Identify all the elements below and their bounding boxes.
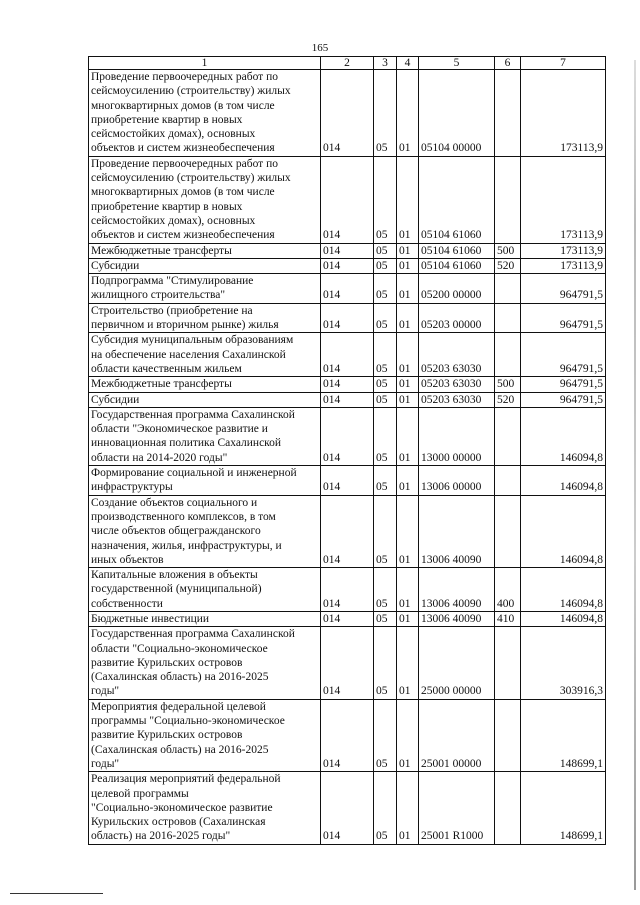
ministry-code-cell: 014: [321, 627, 374, 699]
expense-type-cell: [495, 407, 521, 465]
amount-cell: 148699,1: [521, 699, 606, 771]
amount-cell: 303916,3: [521, 627, 606, 699]
table-row: [89, 772, 606, 844]
target-code-cell: 13006 00000: [419, 466, 495, 496]
table-row: [89, 495, 606, 567]
subsection-code-cell: 01: [397, 611, 419, 626]
budget-table: [88, 56, 606, 845]
section-code-cell: 05: [374, 772, 397, 844]
row-name-cell: Капитальные вложения в объекты государственной (муниципальной) собственности: [89, 568, 321, 612]
expense-type-cell: [495, 333, 521, 377]
expense-type-cell: 410: [495, 611, 521, 626]
amount-cell: 146094,8: [521, 466, 606, 496]
amount-cell: 173113,9: [521, 156, 606, 243]
section-code-cell: 05: [374, 258, 397, 273]
section-code-cell: 05: [374, 70, 397, 157]
target-code-cell: 05203 63030: [419, 333, 495, 377]
expense-type-cell: [495, 627, 521, 699]
expense-type-cell: [495, 303, 521, 333]
row-name-cell: Бюджетные инвестиции: [89, 611, 321, 626]
col-ministry-header: 2: [321, 57, 374, 70]
header-row: [89, 57, 606, 70]
subsection-code-cell: 01: [397, 407, 419, 465]
table-row: [89, 274, 606, 304]
expense-type-cell: [495, 699, 521, 771]
table-row: [89, 70, 606, 157]
ministry-code-cell: 014: [321, 377, 374, 392]
ministry-code-cell: 014: [321, 611, 374, 626]
expense-type-cell: [495, 274, 521, 304]
amount-cell: 173113,9: [521, 258, 606, 273]
amount-cell: 173113,9: [521, 70, 606, 157]
col-type-header: 6: [495, 57, 521, 70]
expense-type-cell: 500: [495, 243, 521, 258]
table-row: [89, 243, 606, 258]
section-code-cell: 05: [374, 377, 397, 392]
target-code-cell: 13006 40090: [419, 611, 495, 626]
row-name-cell: Межбюджетные трансферты: [89, 243, 321, 258]
ministry-code-cell: 014: [321, 258, 374, 273]
ministry-code-cell: 014: [321, 699, 374, 771]
row-name-cell: Субсидии: [89, 258, 321, 273]
row-name-cell: Формирование социальной и инженерной инфраструктуры: [89, 466, 321, 496]
subsection-code-cell: 01: [397, 466, 419, 496]
section-code-cell: 05: [374, 611, 397, 626]
amount-cell: 173113,9: [521, 243, 606, 258]
expense-type-cell: [495, 466, 521, 496]
ministry-code-cell: 014: [321, 333, 374, 377]
amount-cell: 964791,5: [521, 303, 606, 333]
col-subsection-header: 4: [397, 57, 419, 70]
expense-type-cell: 400: [495, 568, 521, 612]
row-name-cell: Мероприятия федеральной целевой программы "Социально-экономическое развитие Курильских островов (Сахалинская область) на 2016-2025 годы": [89, 699, 321, 771]
target-code-cell: 25001 00000: [419, 699, 495, 771]
subsection-code-cell: 01: [397, 156, 419, 243]
amount-cell: 146094,8: [521, 568, 606, 612]
subsection-code-cell: 01: [397, 699, 419, 771]
expense-type-cell: [495, 156, 521, 243]
amount-cell: 964791,5: [521, 274, 606, 304]
target-code-cell: 25001 R1000: [419, 772, 495, 844]
subsection-code-cell: 01: [397, 568, 419, 612]
row-name-cell: Государственная программа Сахалинской области "Экономическое развитие и инновационная политика Сахалинской области на 2014-2020 годы": [89, 407, 321, 465]
target-code-cell: 13006 40090: [419, 568, 495, 612]
row-name-cell: Строительство (приобретение на первичном и вторичном рынке) жилья: [89, 303, 321, 333]
target-code-cell: 05200 00000: [419, 274, 495, 304]
table-row: [89, 568, 606, 612]
subsection-code-cell: 01: [397, 70, 419, 157]
col-amount-header: 7: [521, 57, 606, 70]
target-code-cell: 05104 61060: [419, 243, 495, 258]
section-code-cell: 05: [374, 699, 397, 771]
table-row: [89, 627, 606, 699]
subsection-code-cell: 01: [397, 392, 419, 407]
expense-type-cell: [495, 772, 521, 844]
ministry-code-cell: 014: [321, 392, 374, 407]
target-code-cell: 05104 00000: [419, 70, 495, 157]
target-code-cell: 05203 63030: [419, 377, 495, 392]
subsection-code-cell: 01: [397, 258, 419, 273]
target-code-cell: 05203 00000: [419, 303, 495, 333]
col-target-header: 5: [419, 57, 495, 70]
ministry-code-cell: 014: [321, 495, 374, 567]
section-code-cell: 05: [374, 243, 397, 258]
ministry-code-cell: 014: [321, 70, 374, 157]
table-row: [89, 392, 606, 407]
col-section-header: 3: [374, 57, 397, 70]
subsection-code-cell: 01: [397, 495, 419, 567]
section-code-cell: 05: [374, 466, 397, 496]
target-code-cell: 05104 61060: [419, 258, 495, 273]
ministry-code-cell: 014: [321, 568, 374, 612]
subsection-code-cell: 01: [397, 274, 419, 304]
expense-type-cell: 500: [495, 377, 521, 392]
section-code-cell: 05: [374, 568, 397, 612]
table-row: [89, 156, 606, 243]
ministry-code-cell: 014: [321, 274, 374, 304]
section-code-cell: 05: [374, 303, 397, 333]
amount-cell: 146094,8: [521, 495, 606, 567]
target-code-cell: 05203 63030: [419, 392, 495, 407]
section-code-cell: 05: [374, 274, 397, 304]
table-row: [89, 303, 606, 333]
page-number: 165: [311, 42, 329, 54]
footnote-rule: [10, 893, 103, 894]
target-code-cell: 25000 00000: [419, 627, 495, 699]
target-code-cell: 13000 00000: [419, 407, 495, 465]
section-code-cell: 05: [374, 495, 397, 567]
target-code-cell: 05104 61060: [419, 156, 495, 243]
ministry-code-cell: 014: [321, 243, 374, 258]
table-row: [89, 407, 606, 465]
section-code-cell: 05: [374, 407, 397, 465]
expense-type-cell: 520: [495, 392, 521, 407]
expense-type-cell: [495, 70, 521, 157]
col-name-header: 1: [89, 57, 321, 70]
row-name-cell: Субсидия муниципальным образованиям на обеспечение населения Сахалинской области качественным жильем: [89, 333, 321, 377]
section-code-cell: 05: [374, 156, 397, 243]
subsection-code-cell: 01: [397, 333, 419, 377]
ministry-code-cell: 014: [321, 303, 374, 333]
table-row: [89, 258, 606, 273]
table-row: [89, 699, 606, 771]
ministry-code-cell: 014: [321, 466, 374, 496]
amount-cell: 964791,5: [521, 333, 606, 377]
row-name-cell: Проведение первоочередных работ по сейсмоусилению (строительству) жилых многоквартирных домов (в том числе приобретение квартир в новых сейсмостойких домах), основных объектов и систем жизнеобеспечения: [89, 70, 321, 157]
amount-cell: 964791,5: [521, 392, 606, 407]
subsection-code-cell: 01: [397, 377, 419, 392]
target-code-cell: 13006 40090: [419, 495, 495, 567]
row-name-cell: Подпрограмма "Стимулирование жилищного строительства": [89, 274, 321, 304]
scan-edge-mark: [634, 60, 636, 890]
expense-type-cell: [495, 495, 521, 567]
subsection-code-cell: 01: [397, 303, 419, 333]
table-row: [89, 333, 606, 377]
subsection-code-cell: 01: [397, 772, 419, 844]
subsection-code-cell: 01: [397, 627, 419, 699]
amount-cell: 148699,1: [521, 772, 606, 844]
row-name-cell: Субсидии: [89, 392, 321, 407]
expense-type-cell: 520: [495, 258, 521, 273]
row-name-cell: Государственная программа Сахалинской области "Социально-экономическое развитие Курильских островов (Сахалинская область) на 2016-2025 годы": [89, 627, 321, 699]
row-name-cell: Межбюджетные трансферты: [89, 377, 321, 392]
amount-cell: 964791,5: [521, 377, 606, 392]
section-code-cell: 05: [374, 627, 397, 699]
table-body: [89, 70, 606, 845]
ministry-code-cell: 014: [321, 156, 374, 243]
row-name-cell: Создание объектов социального и производственного комплексов, в том числе объектов общегражданского назначения, жилья, инфраструктуры, и иных объектов: [89, 495, 321, 567]
table-row: [89, 466, 606, 496]
row-name-cell: Реализация мероприятий федеральной целевой программы "Социально-экономическое развитие Курильских островов (Сахалинская область) на 2016-2025 годы": [89, 772, 321, 844]
ministry-code-cell: 014: [321, 407, 374, 465]
ministry-code-cell: 014: [321, 772, 374, 844]
amount-cell: 146094,8: [521, 611, 606, 626]
table-row: [89, 377, 606, 392]
section-code-cell: 05: [374, 333, 397, 377]
row-name-cell: Проведение первоочередных работ по сейсмоусилению (строительству) жилых многоквартирных домов (в том числе приобретение квартир в новых сейсмостойких домах), основных объектов и систем жизнеобеспечения: [89, 156, 321, 243]
section-code-cell: 05: [374, 392, 397, 407]
amount-cell: 146094,8: [521, 407, 606, 465]
subsection-code-cell: 01: [397, 243, 419, 258]
table-row: [89, 611, 606, 626]
